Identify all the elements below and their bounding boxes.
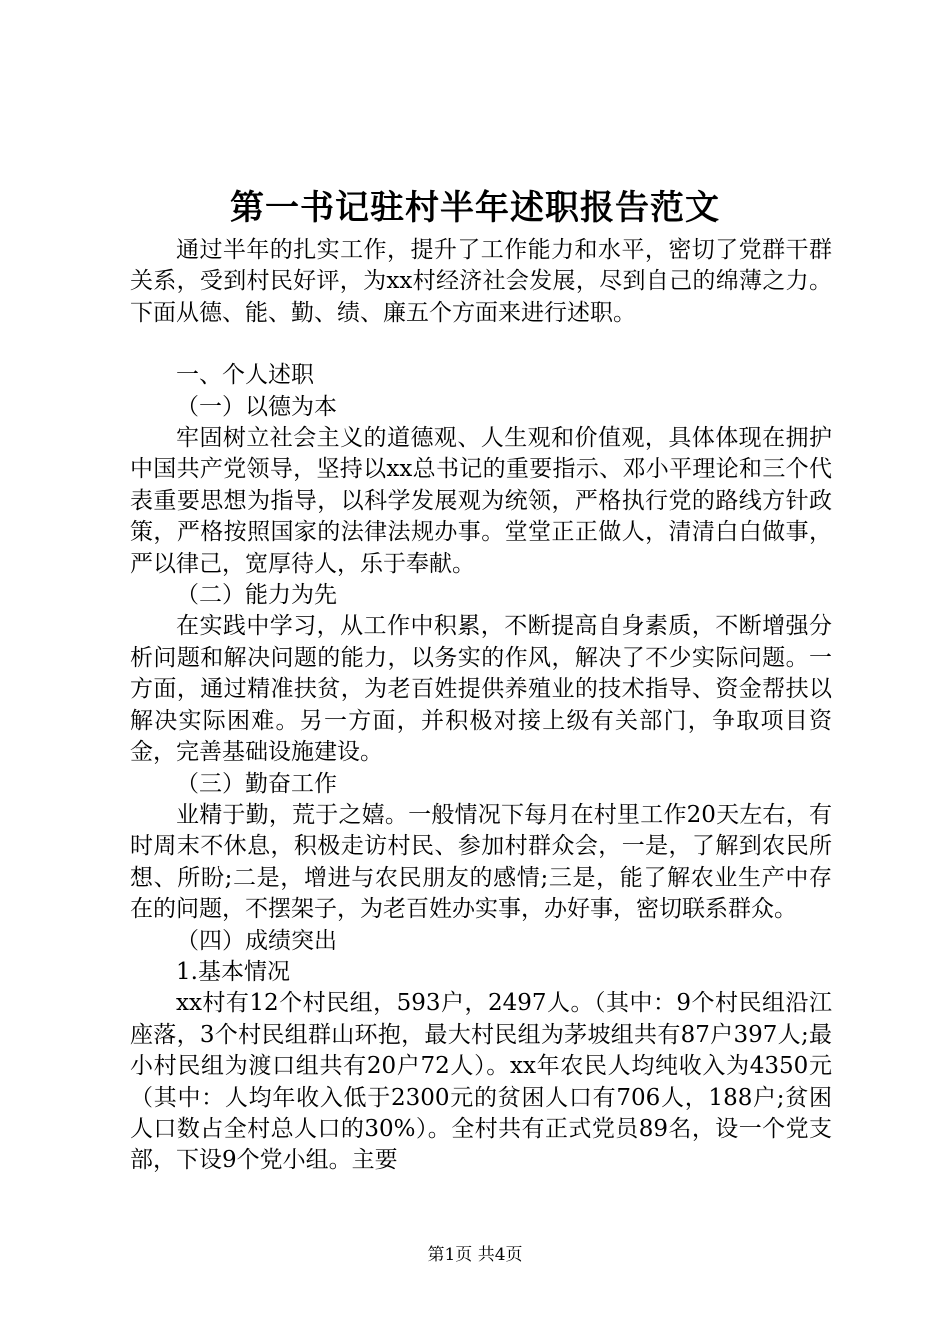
subsection-heading: （二）能力为先: [176, 582, 337, 609]
subsection-heading: （一）以德为本: [176, 393, 337, 420]
document-title: 第一书记驻村半年述职报告范文: [230, 188, 720, 228]
item-paragraph: xx村有12个村民组，593户，2497人。（其中：9个村民组沿江座落，3个村民组群山环抱，最大村民组为茅坡组共有87户397人;最小村民组为渡口组共有20户72人）。xx年农民人均纯收入为4350元（其中：人均年收入低于2300元的贫困人口有706人，188户;贫困人口数占全村总人口的30%）。全村共有正式党员89名，设一个党支部，下设9个党小组。主要: [130, 990, 832, 1174]
subsection-paragraph: 在实践中学习，从工作中积累，不断提高自身素质，不断增强分析问题和解决问题的能力，以务实的作风，解决了不少实际问题。一方面，通过精准扶贫，为老百姓提供养殖业的技术指导、资金帮扶以解决实际困难。另一方面，并积极对接上级有关部门，争取项目资金，完善基础设施建设。: [130, 613, 832, 766]
intro-paragraph: 通过半年的扎实工作，提升了工作能力和水平，密切了党群干群关系，受到村民好评，为xx村经济社会发展，尽到自己的绵薄之力。下面从德、能、勤、绩、廉五个方面来进行述职。: [130, 237, 832, 326]
subsection-heading: （三）勤奋工作: [176, 770, 337, 797]
subsection-heading: （四）成绩突出: [176, 927, 337, 954]
paragraph-gap: [130, 329, 832, 360]
document-body: [130, 235, 832, 1177]
item-heading: 1.基本情况: [176, 958, 290, 985]
page-footer: 第1页 共4页: [427, 1245, 523, 1265]
section-heading: 一、个人述职: [176, 362, 314, 389]
subsection-paragraph: 业精于勤，荒于之嬉。一般情况下每月在村里工作20天左右，有时周末不休息，积极走访村民、参加村群众会，一是，了解到农民所想、所盼;二是，增进与农民朋友的感情;三是，能了解农业生产中存在的问题，不摆架子，为老百姓办实事，办好事，密切联系群众。: [130, 801, 832, 923]
subsection-paragraph: 牢固树立社会主义的道德观、人生观和价值观，具体体现在拥护中国共产党领导，坚持以xx总书记的重要指示、邓小平理论和三个代表重要思想为指导，以科学发展观为统领，严格执行党的路线方针政策，严格按照国家的法律法规办事。堂堂正正做人，清清白白做事，严以律己，宽厚待人，乐于奉献。: [130, 425, 832, 577]
